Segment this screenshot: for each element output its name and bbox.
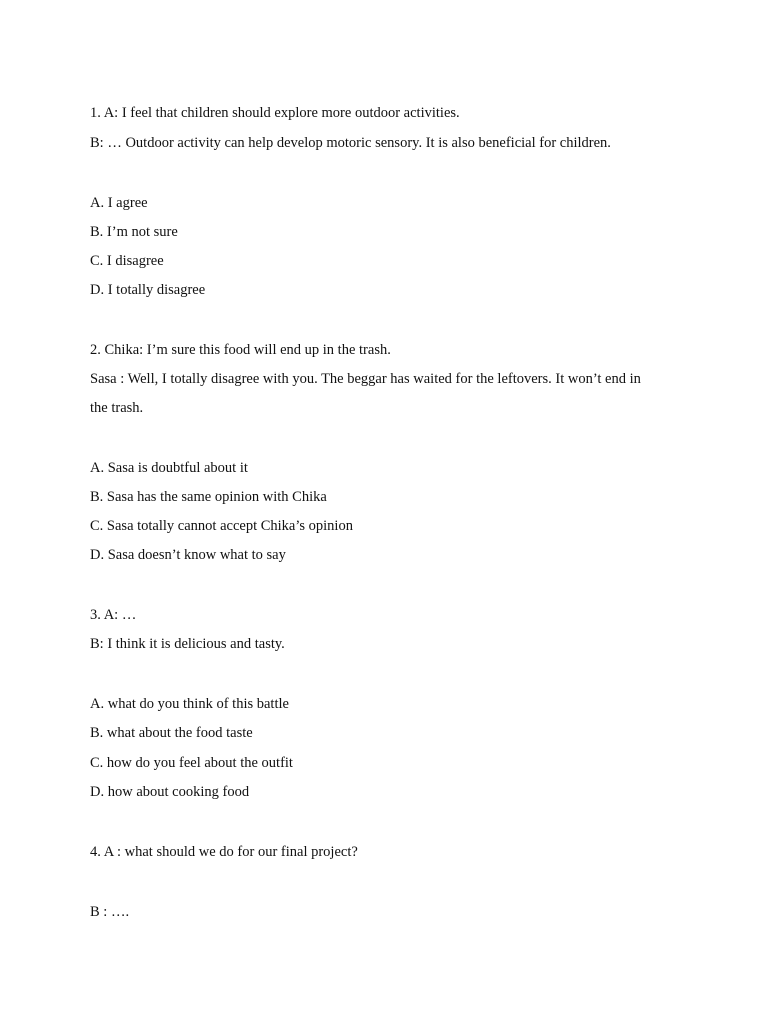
q3-option-d: D. how about cooking food bbox=[90, 784, 250, 800]
q2-option-b: B. Sasa has the same opinion with Chika bbox=[90, 489, 327, 505]
q2-option-a: A. Sasa is doubtful about it bbox=[90, 460, 248, 476]
q1-option-c: C. I disagree bbox=[90, 253, 164, 269]
q4-line-a: 4. A : what should we do for our final project? bbox=[90, 844, 358, 860]
q3-option-b: B. what about the food taste bbox=[90, 725, 253, 741]
q2-option-d: D. Sasa doesn’t know what to say bbox=[90, 547, 286, 563]
q3-option-a: A. what do you think of this battle bbox=[90, 696, 289, 712]
q3-line-b: B: I think it is delicious and tasty. bbox=[90, 636, 285, 652]
q2-option-c: C. Sasa totally cannot accept Chika’s opinion bbox=[90, 518, 353, 534]
q2-line-chika: 2. Chika: I’m sure this food will end up in the trash. bbox=[90, 342, 391, 358]
q4-line-b: B : …. bbox=[90, 904, 130, 920]
q2-line-sasa-cont: the trash. bbox=[90, 400, 144, 416]
q3-line-a: 3. A: … bbox=[90, 607, 137, 623]
q3-option-c: C. how do you feel about the outfit bbox=[90, 755, 293, 771]
document-page bbox=[90, 0, 680, 1024]
q1-line-b: B: … Outdoor activity can help develop motoric sensory. It is also beneficial for children. bbox=[90, 135, 611, 151]
q2-line-sasa: Sasa : Well, I totally disagree with you. The beggar has waited for the leftovers. It won’t end in bbox=[90, 371, 641, 387]
q1-option-d: D. I totally disagree bbox=[90, 282, 206, 298]
q1-option-b: B. I’m not sure bbox=[90, 224, 178, 240]
q1-line-a: 1. A: I feel that children should explore more outdoor activities. bbox=[90, 105, 460, 121]
q1-option-a: A. I agree bbox=[90, 195, 148, 211]
